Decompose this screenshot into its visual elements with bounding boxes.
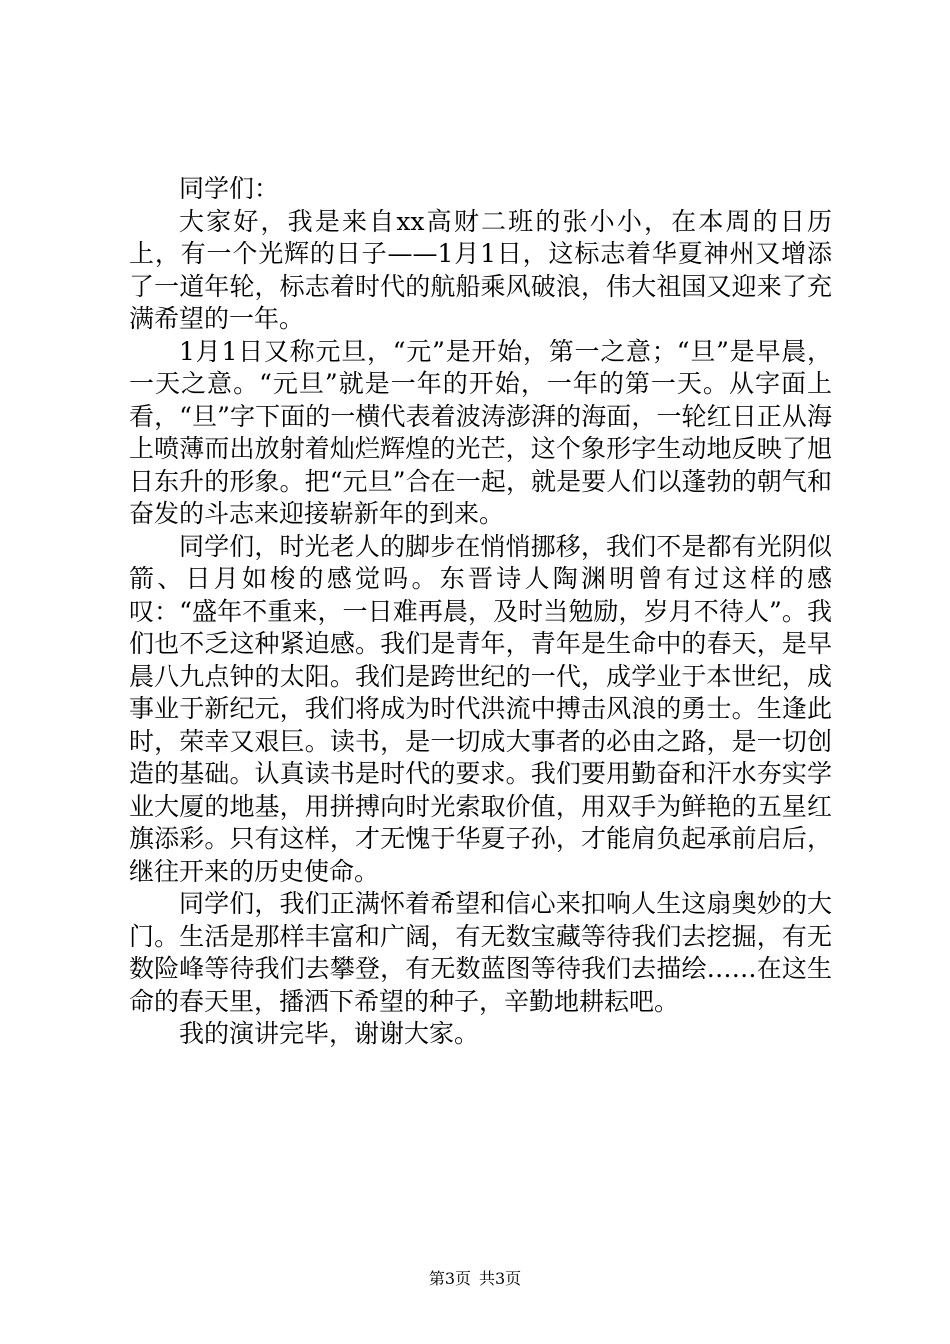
page-number-current: 第3页 bbox=[428, 1269, 471, 1288]
paragraph-introduction: 大家好，我是来自xx高财二班的张小小，在本周的日历上，有一个光辉的日子——1月1日，这标志着华夏神州又增添了一道年轮，标志着时代的航船乘风破浪，伟大祖国又迎来了充满希望的一年。 bbox=[129, 206, 832, 333]
paragraph-time-and-youth: 同学们，时光老人的脚步在悄悄挪移，我们不是都有光阴似箭、日月如梭的感觉吗。东晋诗人陶渊明曾有过这样的感叹：“盛年不重来，一日难再晨，及时当勉励，岁月不待人”。我们也不乏这种紧迫感。我们是青年，青年是生命中的春天，是早晨八九点钟的太阳。我们是跨世纪的一代，成学业于本世纪，成事业于新纪元，我们将成为时代洪流中搏击风浪的勇士。生逢此时，荣幸又艰巨。读书，是一切成大事者的必由之路，是一切创造的基础。认真读书是时代的要求。我们要用勤奋和汗水夯实学业大厦的地基，用拼搏向时光索取价值，用双手为鲜艳的五星红旗添彩。只有这样，才无愧于华夏子孙，才能肩负起承前启后，继往开来的历史使命。 bbox=[129, 531, 832, 886]
paragraph-hope: 同学们，我们正满怀着希望和信心来扣响人生这扇奥妙的大门。生活是那样丰富和广阔，有无数宝藏等待我们去挖掘，有无数险峰等待我们去攀登，有无数蓝图等待我们去描绘……在这生命的春天里，播洒下希望的种子，辛勤地耕耘吧。 bbox=[129, 889, 832, 1016]
paragraph-new-year-meaning: 1月1日又称元旦，“元”是开始，第一之意；“旦”是早晨，一天之意。“元旦”就是一年的开始，一年的第一天。从字面上看，“旦”字下面的一横代表着波涛澎湃的海面，一轮红日正从海上喷薄而出放射着灿烂辉煌的光芒，这个象形字生动地反映了旭日东升的形象。把“元旦”合在一起，就是要人们以蓬勃的朝气和奋发的斗志来迎接崭新年的到来。 bbox=[129, 336, 832, 528]
page-number-total: 共3页 bbox=[479, 1269, 522, 1288]
paragraph-greeting: 同学们： bbox=[179, 174, 280, 203]
page-footer bbox=[0, 1269, 950, 1289]
paragraph-closing: 我的演讲完毕，谢谢大家。 bbox=[179, 1019, 480, 1048]
document-body bbox=[129, 173, 832, 1051]
